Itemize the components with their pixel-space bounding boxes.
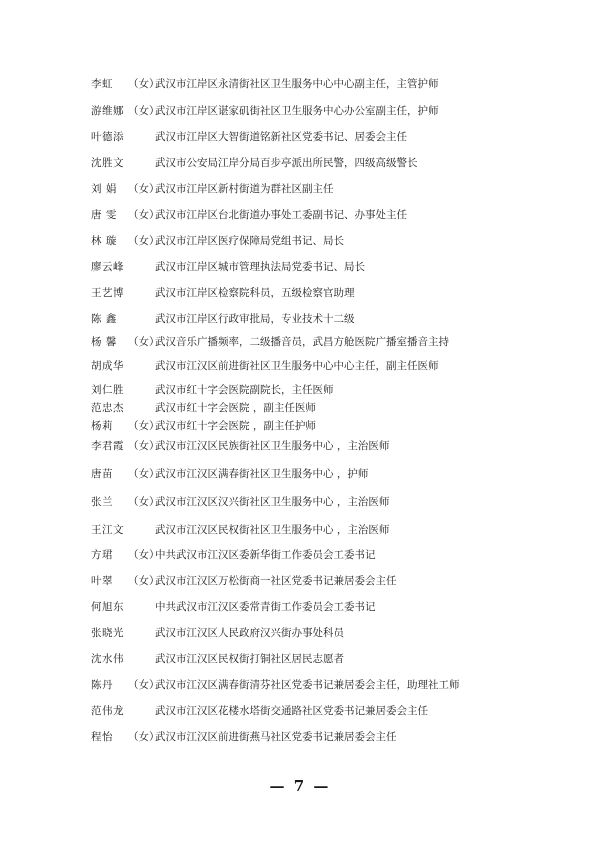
person-gender: （女） <box>128 679 160 691</box>
person-position: 武汉市江岸区新村街道为群社区副主任 <box>155 183 334 195</box>
list-item <box>0 465 600 483</box>
person-name: 沈胜文 <box>91 157 124 169</box>
person-position: 武汉市江汉区人民政府汉兴街办事处科员 <box>155 627 344 639</box>
list-item <box>0 102 600 120</box>
person-name: 程怡 <box>91 731 113 743</box>
list-item <box>0 437 600 455</box>
list-item <box>0 180 600 198</box>
list-item <box>0 598 600 616</box>
list-item <box>0 206 600 224</box>
person-position: 武汉市江汉区民权街打铜社区居民志愿者 <box>155 653 344 665</box>
person-name: 林 璇 <box>91 235 117 247</box>
list-item <box>0 333 600 351</box>
list-item <box>0 572 600 590</box>
person-name: 唐 雯 <box>91 209 117 221</box>
person-position: 武汉市红十字会医院 ，副主任医师 <box>155 402 316 414</box>
list-item <box>0 357 600 375</box>
person-gender: （女） <box>128 468 160 480</box>
person-gender: （女） <box>128 575 160 587</box>
person-name: 王江文 <box>91 524 124 536</box>
person-name: 刘 娟 <box>91 183 117 195</box>
list-item <box>0 128 600 146</box>
list-item <box>0 493 600 511</box>
person-gender: （女） <box>128 209 160 221</box>
person-gender: （女） <box>128 235 160 247</box>
person-name: 刘仁胜 <box>91 384 124 396</box>
list-item <box>0 258 600 276</box>
list-item <box>0 381 600 399</box>
person-name: 游维娜 <box>91 105 124 117</box>
list-item <box>0 232 600 250</box>
person-position: 武汉市公安局江岸分局百步亭派出所民警，四级高级警长 <box>155 157 418 169</box>
person-position: 武汉市江汉区前进街社区卫生服务中心中心主任，副主任医师 <box>155 360 439 372</box>
person-name: 杨莉 <box>91 420 113 432</box>
list-item <box>0 284 600 302</box>
person-gender: （女） <box>128 336 160 348</box>
person-name: 方珺 <box>91 549 113 561</box>
list-item <box>0 154 600 172</box>
list-item <box>0 399 600 417</box>
person-name: 胡成华 <box>91 360 124 372</box>
person-name: 廖云峰 <box>91 261 124 273</box>
person-position: 武汉市江汉区万松街商一社区党委书记兼居委会主任 <box>155 575 397 587</box>
person-position: 武汉市江岸区谌家矶街社区卫生服务中心办公室副主任，护师 <box>155 105 439 117</box>
person-position: 武汉市江汉区前进街燕马社区党委书记兼居委会主任 <box>155 731 397 743</box>
list-item <box>0 650 600 668</box>
person-name: 范忠杰 <box>91 402 124 414</box>
person-name: 杨 馨 <box>91 336 117 348</box>
list-item <box>0 702 600 720</box>
person-position: 武汉市江岸区医疗保障局党组书记、局长 <box>155 235 344 247</box>
person-name: 陈 鑫 <box>91 313 117 325</box>
person-position: 武汉市江汉区汉兴街社区卫生服务中心 ，主治医师 <box>155 496 390 508</box>
person-position: 武汉市江汉区花楼水塔街交通路社区党委书记兼居委会主任 <box>155 705 428 717</box>
person-name: 范伟龙 <box>91 705 124 717</box>
person-position: 武汉市江汉区民族街社区卫生服务中心 ，主治医师 <box>155 440 390 452</box>
person-position: 武汉市江岸区行政审批局，专业技术十二级 <box>155 313 355 325</box>
list-item <box>0 624 600 642</box>
person-position: 武汉市江岸区台北街道办事处工委副书记、办事处主任 <box>155 209 407 221</box>
list-item <box>0 417 600 435</box>
person-position: 武汉市江岸区大智街道铭新社区党委书记、居委会主任 <box>155 131 407 143</box>
person-gender: （女） <box>128 440 160 452</box>
person-position: 武汉市江汉区满春街社区卫生服务中心 ，护师 <box>155 468 369 480</box>
person-position: 武汉音乐广播频率，二级播音员，武昌方舱医院广播室播音主持 <box>155 336 449 348</box>
list-item <box>0 546 600 564</box>
list-item <box>0 728 600 746</box>
person-name: 何旭东 <box>91 601 124 613</box>
person-position: 中共武汉市江汉区委新华街工作委员会工委书记 <box>155 549 376 561</box>
person-position: 武汉市江汉区民权街社区卫生服务中心 ，主治医师 <box>155 524 390 536</box>
list-item <box>0 521 600 539</box>
person-gender: （女） <box>128 549 160 561</box>
person-name: 沈水伟 <box>91 653 124 665</box>
person-position: 中共武汉市江汉区委常青街工作委员会工委书记 <box>155 601 376 613</box>
person-name: 张晓光 <box>91 627 124 639</box>
person-position: 武汉市江汉区满春街清芬社区党委书记兼居委会主任，助理社工师 <box>155 679 460 691</box>
person-gender: （女） <box>128 105 160 117</box>
page-number: — 7 — <box>269 777 331 795</box>
person-position: 武汉市红十字会医院 ，副主任护师 <box>155 420 316 432</box>
person-name: 李虹 <box>91 78 113 90</box>
person-name: 王艺博 <box>91 287 124 299</box>
person-name: 李君霞 <box>91 440 124 452</box>
list-item <box>0 310 600 328</box>
person-position: 武汉市江岸区永清街社区卫生服务中心中心副主任，主管护师 <box>155 78 439 90</box>
person-name: 张兰 <box>91 496 113 508</box>
list-item <box>0 75 600 93</box>
person-gender: （女） <box>128 183 160 195</box>
person-name: 叶翠 <box>91 575 113 587</box>
list-item <box>0 676 600 694</box>
person-gender: （女） <box>128 420 160 432</box>
person-position: 武汉市江岸区检察院科员，五级检察官助理 <box>155 287 355 299</box>
person-name: 唐苗 <box>91 468 113 480</box>
person-position: 武汉市红十字会医院副院长，主任医师 <box>155 384 334 396</box>
person-gender: （女） <box>128 496 160 508</box>
person-gender: （女） <box>128 731 160 743</box>
person-name: 叶德添 <box>91 131 124 143</box>
person-gender: （女） <box>128 78 160 90</box>
person-position: 武汉市江岸区城市管理执法局党委书记、局长 <box>155 261 365 273</box>
person-name: 陈丹 <box>91 679 113 691</box>
